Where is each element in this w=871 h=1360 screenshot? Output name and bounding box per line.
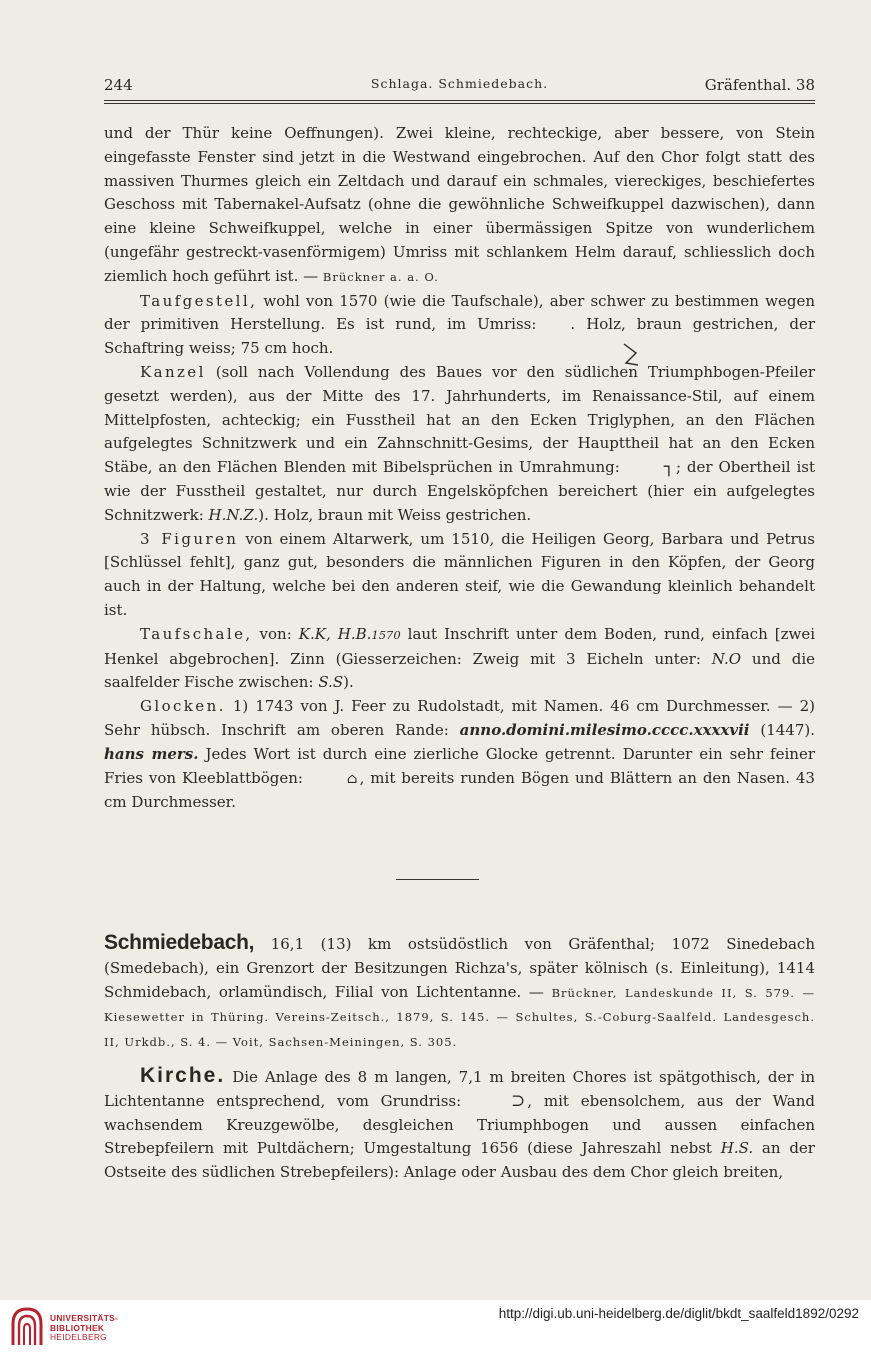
keyword-glocken: Glocken. [140,697,226,716]
place-heading: Schmiedebach, [104,931,255,954]
header-rule-bottom [104,103,815,104]
paragraph-figuren: 3 Figuren von einem Altarwerk, um 1510, die Heiligen Georg, Barbara und Petrus [Schlüssel fehlt], ganz gut, besonders die männlichen Figuren in den Köpfen, der Georg auch in der Haltung, welche bei den anderen steif, wie die Gewandung kleinlich behandelt ist. [104,529,815,619]
paragraph-schmiedebach: Schmiedebach, 16,1 (13) km ostsüdöstlich von Gräfenthal; 1072 Sinedebach (Smedebach), ein Grenzort der Besitzungen Richza's, später kölnisch (s. Einleitung), 1414 Schmidebach, orlamündisch, Filial von Lichtentanne. — Brückner, Landeskunde II, S. 579. — Kiesewetter in Thüring. Vereins-Zeitsch., 1879, S. 145. — Schultes, S.-Coburg-Saalfeld. Landesgesch. II, Urkdb., S. 4. — Voit, Sachsen-Meiningen, S. 305. [104,931,815,1050]
ground-plan-icon: ⊃ [511,1090,526,1111]
university-library-logo-icon[interactable] [10,1306,44,1348]
page-number: 244 [104,76,133,94]
bell-inscription-name: hans mers. [104,744,199,763]
monogram-no: N.O [711,649,742,668]
taufgestell-outline-icon [622,343,652,367]
section-schmiedebach [104,931,815,1055]
keyword-taufschale: Taufschale, [140,624,253,643]
monogram-ss: S.S [318,673,344,692]
trefoil-arch-icon: ⌂ [346,770,358,787]
section-divider [396,879,479,880]
literature-references: Brückner, Landeskunde II, S. 579. — Kiesewetter in Thüring. Vereins-Zeitsch., 1879, S. 145. — Schultes, S.-Coburg-Saalfeld. Landesgesch. II, Urkdb., S. 4. — Voit, Sachsen-Meiningen, S. 305. [104,985,815,1050]
paragraph-glocken: Glocken. 1) 1743 von J. Feer zu Rudolstadt, mit Namen. 46 cm Durchmesser. — 2) Sehr hübsch. Inschrift am oberen Rande: anno.domini.milesimo.cccc.xxxxvii (1447). hans mers. Jedes Wort ist durch eine zierliche Glocke getrennt. Darunter ein sehr feiner Fries von Kleeblattbögen: ⌂ , mit bereits runden Bögen und Blättern an den Nasen. 43 cm Durchmesser. [104,697,816,812]
paragraph-taufschale: Taufschale, von: K.K, H.B.1570 laut Inschrift unter dem Boden, rund, einfach [zwei Henkel abgebrochen]. Zinn (Giesserzeichen: Zweig mit 3 Eicheln unter: N.O und die saalfelder Fische zwischen: S.S). [104,624,815,692]
section-kirche [104,1064,815,1185]
header-rule-top [104,100,815,101]
reference-brueckner: Brückner a. a. O. [322,269,439,284]
running-head-right: Gräfenthal. 38 [704,76,815,94]
monogram-hnz: H.N.Z. [208,505,259,524]
section-schlaga-continued [104,122,815,815]
running-title: Schlaga. Schmiedebach. [370,76,549,91]
paragraph-kanzel: Kanzel (soll nach Vollendung des Baues vor den südlichen Triumphbogen-Pfeiler gesetzt werden), aus der Mitte des 17. Jahrhunderts, im Renaissance-Stil, auf einem Mittelpfosten, achteckig; ein Fusstheil hat an den Ecken Triglyphen, an den Flächen aufgelegtes Schnitzwerk und ein Zahnschnitt-Gesims, der Haupttheil hat an den Ecken Stäbe, an den Flächen Blenden mit Bibelsprüchen in Umrahmung: ┐ ; der Obertheil ist wie der Fusstheil gestaltet, nur durch Engelsköpfchen bereichert (hier ein aufgelegtes Schnitzwerk: H.N.Z.). Holz, braun mit Weiss gestrichen. [104,362,815,524]
kirche-heading: Kirche. [140,1064,226,1087]
bell-inscription: anno.domini.milesimo.cccc.xxxxvii [459,720,750,739]
page-header [104,76,815,102]
paragraph-taufgestell: Taufgestell, wohl von 1570 (wie die Taufschale), aber schwer zu bestimmen wegen der primitiven Herstellung. Es ist rund, im Umriss: . Holz, braun gestrichen, der Schaftring weiss; 75 cm hoch. [104,291,815,358]
monogram-kk: K.K, [298,624,331,643]
paragraph-church-continued: und der Thür keine Oeffnungen). Zwei kleine, rechteckige, aber bessere, von Stein eingefasste Fenster sind jetzt in die Westwand eingebrochen. Auf den Chor folgt statt des massiven Thurmes gleich ein Zeltdach und darauf ein schmales, viereckiges, beschiefertes Geschoss mit Tabernakel-Aufsatz (ohne die gewöhnliche Schweifkuppel dazwischen), dann eine kleine Schweifkuppel, welche in einer übermässigen Spitze von wunderlichem (ungefähr gestreckt-vasenförmigem) Umriss mit schlankem Helm darauf, schliesslich doch ziemlich hoch geführt ist. — Brückner a. a. O. [104,124,815,285]
keyword-figuren: 3 Figuren [140,529,239,548]
permalink-url[interactable]: http://digi.ub.uni-heidelberg.de/diglit/bkdt_saalfeld1892/0292 [498,1306,859,1321]
year-inscription: 1570 [371,627,401,642]
monogram-hb: H.B. [337,624,372,643]
monogram-hs: H.S. [720,1139,754,1158]
keyword-kanzel: Kanzel [140,362,206,381]
keyword-taufgestell: Taufgestell, [140,291,258,310]
frame-outline-icon: ┐ [663,457,674,478]
library-name: UNIVERSITÄTS- BIBLIOTHEK HEIDELBERG [50,1313,119,1342]
paragraph-kirche: Kirche. Die Anlage des 8 m langen, 7,1 m breiten Chores ist spätgothisch, der in Lichtentanne entsprechend, vom Grundriss: ⊃ , mit ebensolchem, aus der Wand wachsendem Kreuzgewölbe, desgleichen Triumphbogen und aussen einfachen Strebepfeilern mit Pultdächern; Umgestaltung 1656 (diese Jahreszahl nebst H.S. an der Ostseite des südlichen Strebepfeilers): Anlage oder Ausbau des dem Chor gleich breiten, [104,1064,816,1182]
